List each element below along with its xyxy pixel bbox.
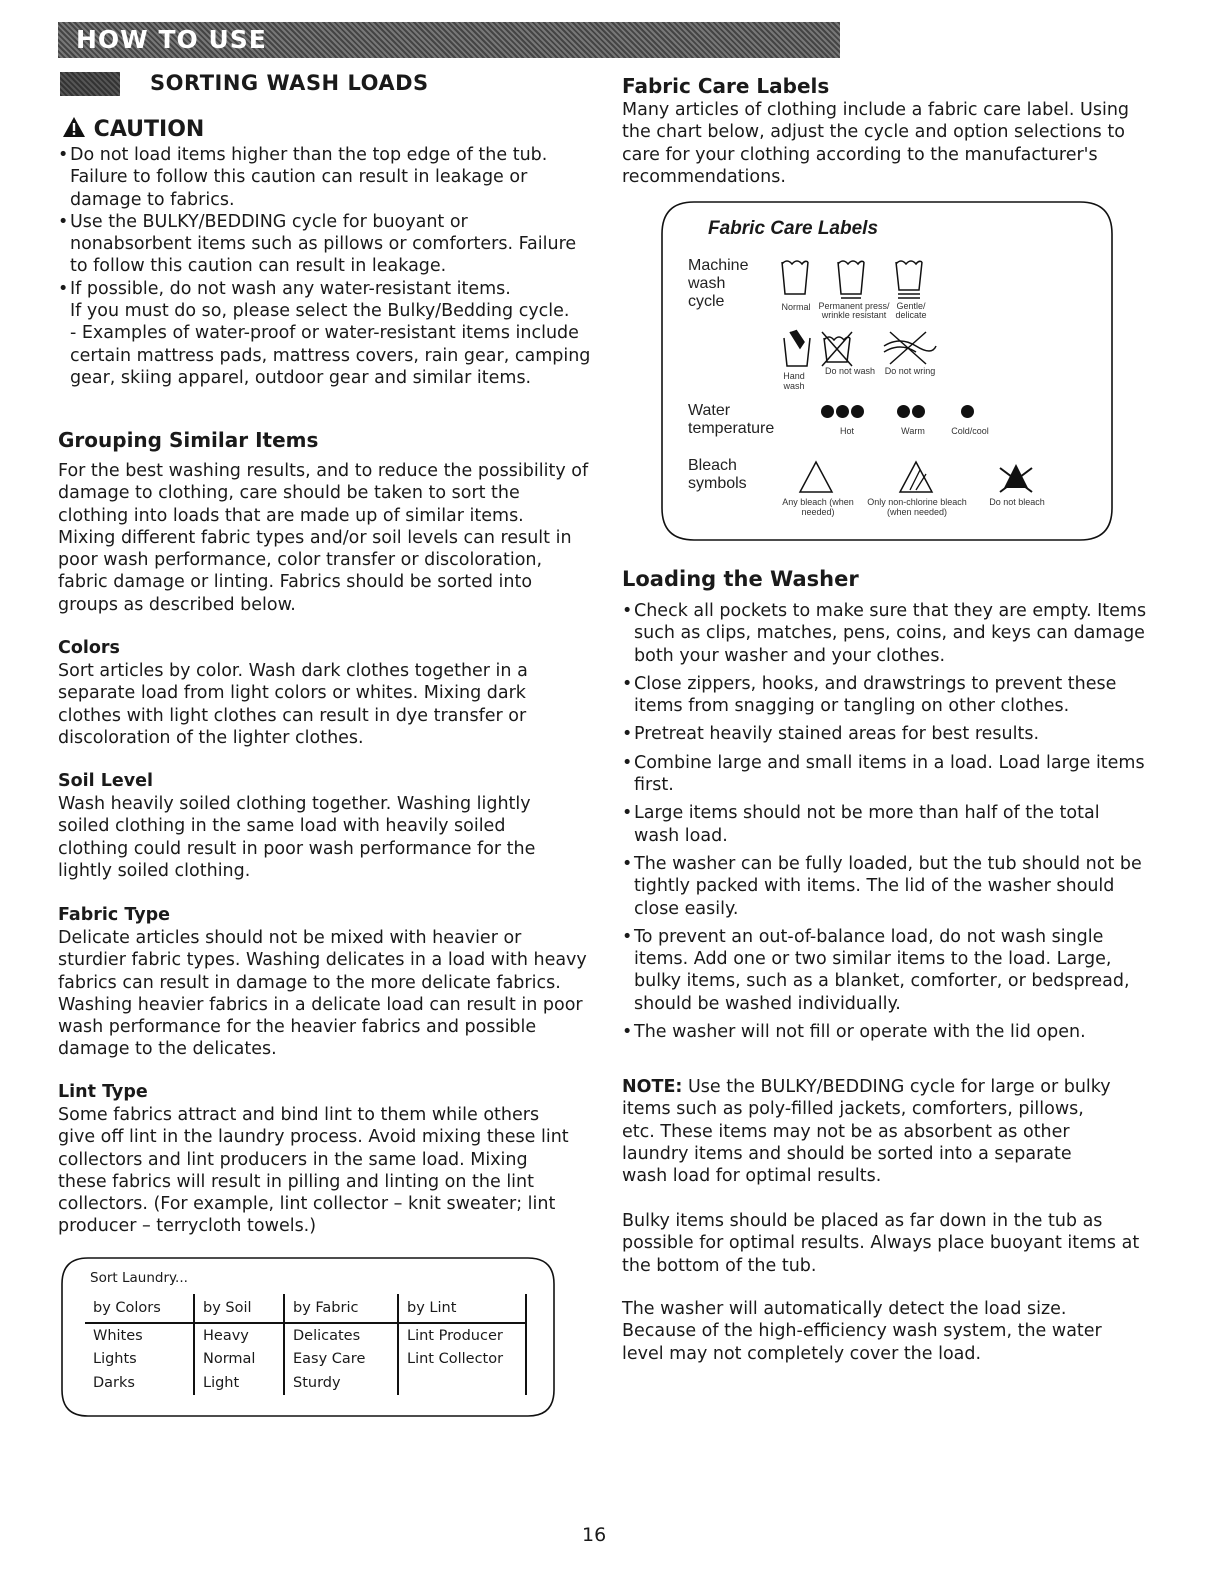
bulky-paragraph: Bulky items should be placed as far down in the tub as possible for optimal results. Always place buoyant items at the bottom of the tub. [622,1211,1140,1276]
sort-table-caption: Sort Laundry... [90,1270,188,1286]
caution-item: • If possible, do not wash any water-resistant items. [58,278,593,300]
do-not-bleach-icon [1000,464,1032,492]
fabric-care-heading: Fabric Care Labels [622,74,830,98]
table-cell: Lint Collector [398,1348,526,1372]
table-header: by Soil [194,1294,284,1323]
temp-label: Cold/cool [951,426,989,436]
loading-heading: Loading the Washer [622,567,859,591]
table-cell: Sturdy [284,1371,398,1395]
table-header: by Colors [85,1294,194,1323]
grouping-paragraph: For the best washing results, and to reduce the possibility of damage to clothing, care should be taken to sort the clothing into loads that are made up of similar items. [58,461,589,526]
note-paragraph [622,1076,1122,1187]
table-header: by Lint [398,1294,526,1323]
table-cell: Delicates [284,1323,398,1348]
page-number: 16 [582,1524,607,1546]
fabric-heading: Fabric Type [58,905,171,925]
hand-symbol-label: Do not wash [824,366,876,376]
table-row [85,1371,526,1395]
hot-dots [820,403,865,422]
table-cell [398,1371,526,1395]
note-text: Use the BULKY/BEDDING cycle for large or bulky items such as poly-filled jackets, comforters, pillows, etc. These items may not be as absorbent as other laundry items and should be sorted into a separate wash load for optimal results. [622,1077,1111,1187]
bleach-symbol-label: Only non-chlorine bleach (when needed) [867,497,967,517]
loading-item: • Pretreat heavily stained areas for best results. [622,723,1147,745]
lint-heading: Lint Type [58,1082,148,1102]
do-not-wash-icon [822,332,852,366]
loading-list [622,600,1147,1043]
bleach-icons [798,460,1048,496]
caution-title: CAUTION [93,117,205,142]
loading-item: • Check all pockets to make sure that they are empty. Items such as clips, matches, pens, coins, and keys can damage both your washer and your clothes. [622,600,1147,667]
wash-symbol-label: Permanent press/ wrinkle resistant [818,301,890,320]
normal-wash-icon [782,261,808,294]
do-not-wring-icon [884,332,936,364]
bleach-symbol-label: Do not bleach [989,497,1045,507]
caution-list [58,144,593,389]
table-cell: Easy Care [284,1348,398,1372]
soil-heading: Soil Level [58,771,154,791]
water-temp-label: Water temperature [688,402,775,437]
banner-title: HOW TO USE [76,25,267,54]
table-cell: Lights [93,1351,137,1368]
grouping-paragraph: Mixing different fabric types and/or soil levels can result in poor wash performance, color transfer or discoloration, fabric damage or linting. Fabrics should be sorted into groups as described below. [58,527,572,615]
load-size-paragraph: The washer will automatically detect the load size. Because of the high-efficiency wash system, the water level may not completely cover the load. [622,1299,1102,1364]
table-row [85,1348,526,1372]
caution-heading [62,116,204,142]
table-cell: Normal [194,1348,284,1372]
grouping-heading: Grouping Similar Items [58,428,319,452]
wash-tub-icons [778,256,938,300]
care-chart-title: Fabric Care Labels [708,218,879,239]
fabric-care-text: Many articles of clothing include a fabric care label. Using the chart below, adjust the cycle and option selections to care for your clothing according to the manufacturer's recommendations. [622,100,1130,187]
table-cell: Darks [93,1374,135,1391]
bleach-label: Bleach symbols [688,457,747,492]
table-header: by Fabric [284,1294,398,1323]
caution-examples: - Examples of water-proof or water-resistant items include certain mattress pads, mattress covers, rain gear, camping gear, skiing apparel, outdoor gear and similar items. [70,323,591,388]
permanent-press-icon [838,261,864,298]
warm-dots [896,403,926,422]
hand-symbol-label: Do not wring [884,366,936,376]
loading-item: • The washer can be fully loaded, but the tub should not be tightly packed with items. The lid of the washer should close easily. [622,853,1147,920]
soil-text: Wash heavily soiled clothing together. Washing lightly soiled clothing in the same load with heavily soiled clothing could result in poor wash performance for the lightly soiled clothing. [58,794,536,881]
caution-item: • Use the BULKY/BEDDING cycle for buoyant or nonabsorbent items such as pillows or comforters. Failure to follow this caution can result in leakage. [58,211,593,278]
temp-label: Warm [901,426,925,436]
non-chlorine-bleach-icon [900,462,932,492]
colors-text: Sort articles by color. Wash dark clothes together in a separate load from light colors or whites. Mixing dark clothes with light clothes can result in dye transfer or discoloration of the lighter clothes. [58,661,528,748]
table-row [85,1323,526,1348]
wash-symbol-label: Normal [781,302,811,312]
table-cell: Heavy [194,1323,284,1348]
loading-item: • To prevent an out-of-balance load, do not wash single items. Add one or two similar items to the load. Large, bulky items, such as a blanket, comforter, or bedspread, should be washed individually. [622,926,1147,1015]
fabric-text: Delicate articles should not be mixed with heavier or sturdier fabric types. Washing delicates in a load with heavy fabrics can result in damage to the more delicate fabrics. Washing heavier fabrics in a delicate load can result in poor wash performance for the heavier fabrics and possible damage to the delicates. [58,928,587,1060]
cold-dots [960,403,975,422]
caution-extra: If you must do so, please select the Bulky/Bedding cycle. [70,301,570,322]
temp-label: Hot [839,426,854,436]
machine-wash-label: Machine wash cycle [688,257,749,310]
section-marker [60,72,120,96]
loading-item: • Close zippers, hooks, and drawstrings to prevent these items from snagging or tangling on other clothes. [622,673,1147,718]
note-label: NOTE: [622,1077,683,1097]
loading-item: • Combine large and small items in a load. Load large items first. [622,752,1147,797]
section-banner [58,22,840,58]
hand-symbol-label: Hand wash [783,371,805,391]
loading-item: • Large items should not be more than half of the total wash load. [622,802,1147,847]
sort-table [85,1294,527,1395]
caution-item: • Do not load items higher than the top edge of the tub. Failure to follow this caution can result in leakage or damage to fabrics. [58,144,593,211]
loading-item: • The washer will not fill or operate with the lid open. [622,1021,1147,1043]
bleach-symbol-label: Any bleach (when needed) [782,497,854,517]
table-cell: Whites [93,1327,143,1344]
table-cell: Light [194,1371,284,1395]
lint-text: Some fabrics attract and bind lint to them while others give off lint in the laundry process. Avoid mixing these lint collectors and lint producers in the same load. Mixing these fabrics will result in pilling and linting on the lint collectors. (For example, lint collector – knit sweater; lint producer – terrycloth towels.) [58,1105,569,1237]
hand-wash-icon [784,330,810,366]
colors-heading: Colors [58,638,120,658]
gentle-wash-icon [896,261,922,298]
any-bleach-icon [800,462,832,492]
table-cell: Lint Producer [398,1323,526,1348]
section-title: SORTING WASH LOADS [150,71,429,95]
table-header-row [85,1294,526,1323]
wash-symbol-label: Gentle/ delicate [895,301,927,320]
warning-icon [62,116,86,138]
